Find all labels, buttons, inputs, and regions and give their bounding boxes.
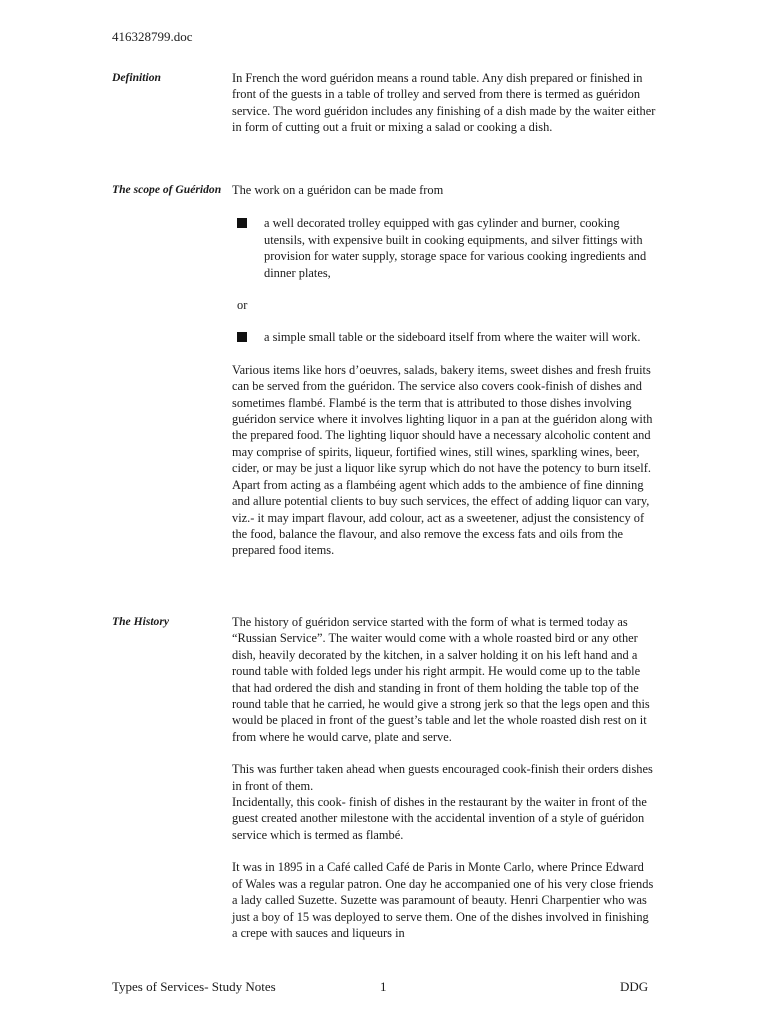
history-paragraph: The history of guéridon service started with the form of what is termed today as “Russian Service”. The waiter would come with a whole roasted bird or any other dish, heavily decorated by the kitchen, in a salver holding it on his left hand and a round table with folded legs under his right armpit. He would come up to the table that had ordered the dish and standing in front of them holding the table top of the round table that he carried, he would give a strong jerk so that the legs open and this would be placed in front of the guest’s table and let the whole roasted dish rest on it from where he would carve, plate and serve. <box>232 615 650 744</box>
or-text: or <box>237 298 248 313</box>
bullet-item-trolley <box>237 215 657 281</box>
bullet-text: a simple small table or the sideboard itself from where the waiter will work. <box>264 330 641 345</box>
document-filename: 416328799.doc <box>112 29 193 44</box>
footer-author: DDG <box>620 979 649 994</box>
page-number: 1 <box>380 979 387 994</box>
scope-label: The scope of Guéridon <box>112 183 222 196</box>
definition-label: Definition <box>112 71 161 84</box>
scope-body <box>232 182 657 559</box>
bullet-item-table <box>237 329 657 345</box>
square-bullet-icon <box>237 218 247 228</box>
footer-title: Types of Services- Study Notes <box>112 979 276 994</box>
definition-body <box>232 70 657 136</box>
history-paragraph: Incidentally, this cook- finish of dishes in the restaurant by the waiter in front of the guest created another milestone with the accidental invention of a style of guéridon service which is termed as flambé. <box>232 795 647 842</box>
square-bullet-icon <box>237 332 247 342</box>
history-body <box>232 614 657 941</box>
scope-intro: The work on a guéridon can be made from <box>232 183 444 197</box>
history-paragraph: This was further taken ahead when guests encouraged cook-finish their orders dishes in front of them. <box>232 762 653 793</box>
scope-paragraph: Various items like hors d’oeuvres, salads, bakery items, sweet dishes and fresh fruits can be served from the guéridon. The service also covers cook-finish of dishes and sometimes flambé. Flambé is the term that is attributed to those dishes involving guéridon service where it involves lighting liquor in a pan at the guéridon along with the prepared food. The lighting liquor should have a necessary alcoholic content and may comprise of spirits, liqueur, fortified wines, still wines, sparkling wines, beer, cider, or may be just a liquor like syrup which do not have the potency to burn itself. Apart from acting as a flambéing agent which adds to the ambience of fine dinning and allure potential clients to buy such services, the effect of adding liquor can vary, viz.- it may impart flavour, add colour, act as a sweetener, adjust the consistency of the food, balance the flavour, and also remove the excess fats and oils from the prepared food items. <box>232 362 653 558</box>
definition-text: In French the word guéridon means a round table. Any dish prepared or finished in front of the guests in a table of trolley and served from there is termed as guéridon service. The word guéridon includes any finishing of a dish made by the waiter either in form of cutting out a fruit or mixing a salad or cooking a dish. <box>232 71 656 135</box>
bullet-text: a well decorated trolley equipped with gas cylinder and burner, cooking utensils, with expensive built in cooking equipments, and silver fittings with provision for water supply, storage space for various cooking ingredients and dinner plates, <box>264 216 647 280</box>
history-paragraph: It was in 1895 in a Café called Café de Paris in Monte Carlo, where Prince Edward of Wales was a regular patron. One day he accompanied one of his very close friends a lady called Suzette. Suzette was paramount of beauty. Henri Charpentier who was just a boy of 15 was deployed to serve them. One of the dishes involved in finishing a crepe with sauces and liqueurs in <box>232 860 654 940</box>
history-label: The History <box>112 615 170 628</box>
